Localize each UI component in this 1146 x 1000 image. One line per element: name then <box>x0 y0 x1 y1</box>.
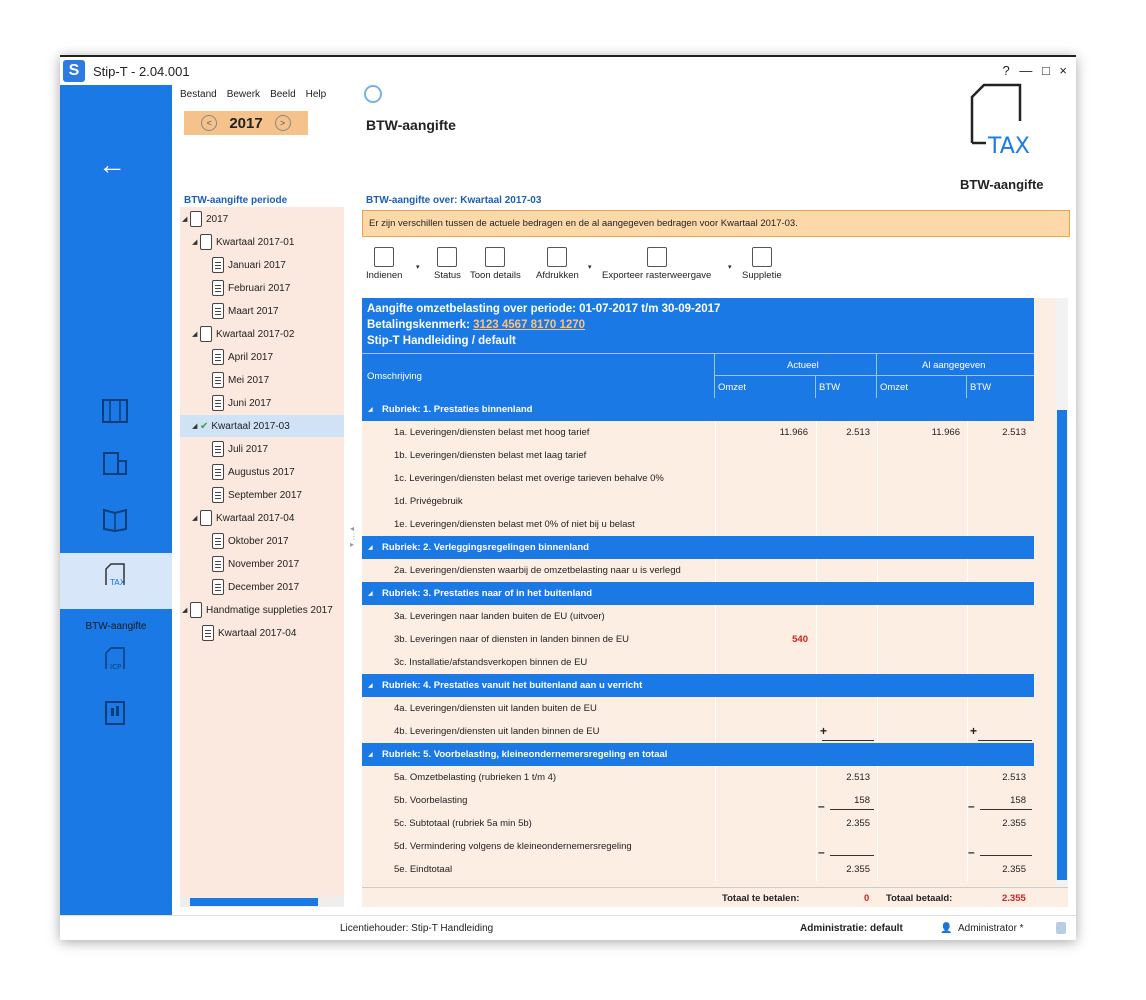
grid-divider <box>362 353 1034 354</box>
grid-divider <box>967 559 968 582</box>
row-label: 3a. Leveringen naar landen buiten de EU (uitvoer) <box>394 611 605 622</box>
document-icon <box>212 579 224 595</box>
tree-horizontal-scrollbar[interactable] <box>180 897 344 907</box>
tree-item-month[interactable] <box>212 369 269 391</box>
exporteer-dropdown-icon[interactable]: ▾ <box>728 264 732 271</box>
grid-divider <box>816 697 817 720</box>
cell-g-btw: 2.355 <box>1002 864 1026 875</box>
table-row[interactable] <box>362 444 1034 467</box>
year-next-button[interactable]: > <box>275 115 291 131</box>
menu-bestand[interactable]: Bestand <box>180 89 217 100</box>
tree-label: Augustus 2017 <box>228 466 295 478</box>
page-title: BTW-aangifte <box>366 117 456 133</box>
tax-logo-text: TAX <box>988 134 1030 159</box>
grid-divider <box>816 421 817 444</box>
window-controls[interactable]: ? — □ × <box>1002 63 1070 78</box>
afdrukken-dropdown-icon[interactable]: ▾ <box>588 264 592 271</box>
grid-divider <box>816 605 817 628</box>
administratie-text: Administratie: default <box>800 922 903 934</box>
sum-underline <box>830 809 874 810</box>
tree-item-month[interactable] <box>212 461 295 483</box>
tree-label: Maart 2017 <box>228 305 279 317</box>
grid-divider <box>877 490 878 513</box>
category-row[interactable] <box>362 582 1034 605</box>
row-label: 1e. Leveringen/diensten belast met 0% of niet bij u belast <box>394 519 635 530</box>
sum-underline <box>978 740 1032 741</box>
sum-underline <box>822 740 874 741</box>
tree-label: Kwartaal 2017-02 <box>216 328 295 340</box>
calculator-icon[interactable] <box>100 397 130 425</box>
plus-sign: + <box>970 724 978 738</box>
grid-divider <box>715 835 716 858</box>
grid-period-title: Aangifte omzetbelasting over periode: 01-07-2017 t/m 30-09-2017 <box>367 303 721 315</box>
plus-sign: + <box>820 724 828 738</box>
row-label: 1d. Privégebruik <box>394 496 463 507</box>
collapse-caret-icon[interactable]: ◢ <box>368 683 373 689</box>
table-row[interactable] <box>362 789 1034 812</box>
tax-document-icon <box>100 561 130 589</box>
grid-divider <box>877 812 878 835</box>
checkmark-icon: ✔ <box>200 420 209 432</box>
category-row[interactable] <box>362 743 1034 766</box>
menu-beeld[interactable]: Beeld <box>270 89 296 100</box>
grid-divider <box>877 421 878 444</box>
grid-divider <box>877 628 878 651</box>
row-label: 1c. Leveringen/diensten belast met overige tarieven behalve 0% <box>394 473 664 484</box>
grid-divider <box>877 467 878 490</box>
grid-divider <box>714 353 715 398</box>
document-icon <box>212 349 224 365</box>
tree-label: Kwartaal 2017-01 <box>216 236 295 248</box>
titlebar <box>60 55 1076 85</box>
grid-divider <box>816 628 817 651</box>
folder-icon <box>200 234 212 250</box>
cell-g-btw: 158 <box>1010 795 1026 806</box>
col-aangegeven-btw: BTW <box>970 382 992 393</box>
table-row[interactable] <box>362 467 1034 490</box>
document-icon <box>212 533 224 549</box>
col-actueel: Actueel <box>787 360 819 371</box>
tree-label: November 2017 <box>228 558 300 570</box>
grid-divider <box>877 720 878 743</box>
totals-bar <box>362 887 1068 907</box>
tree-label: Juli 2017 <box>228 443 269 455</box>
grid-divider <box>816 766 817 789</box>
row-label: 3b. Leveringen naar of diensten in landen binnen de EU <box>394 634 630 645</box>
folder-icon <box>200 510 212 526</box>
grid-divider <box>967 490 968 513</box>
row-label: 1a. Leveringen/diensten belast met hoog tarief <box>394 427 590 438</box>
panel-splitter[interactable]: ◂ ⋮ ▸ <box>350 524 358 549</box>
cell-g-btw: 2.513 <box>1002 772 1026 783</box>
cell-g-omzet: 11.966 <box>931 427 960 438</box>
grid-divider <box>715 490 716 513</box>
grid-divider <box>967 421 968 444</box>
document-icon <box>202 625 214 641</box>
table-row[interactable] <box>362 605 1034 628</box>
table-row[interactable] <box>362 858 1034 881</box>
table-row[interactable] <box>362 835 1034 858</box>
tax-logo-icon <box>958 81 1044 161</box>
suppletie-label: Suppletie <box>742 270 782 281</box>
grid-divider <box>714 375 1034 376</box>
cell-g-btw: 2.355 <box>1002 818 1026 829</box>
sum-underline <box>830 855 874 856</box>
row-label: 1b. Leveringen/diensten belast met laag tarief <box>394 450 587 461</box>
row-label: 5b. Voorbelasting <box>394 795 468 806</box>
folder-icon <box>190 602 202 618</box>
grid-divider <box>715 559 716 582</box>
statusbar <box>60 915 1076 940</box>
licentiehouder-text: Licentiehouder: Stip-T Handleiding <box>340 922 494 934</box>
table-row[interactable] <box>362 559 1034 582</box>
tree-item-suppletie-quarter[interactable] <box>202 622 296 644</box>
tree-item-month[interactable] <box>212 254 286 276</box>
grid-divider <box>877 605 878 628</box>
tree-label: Februari 2017 <box>228 282 291 294</box>
category-row[interactable] <box>362 398 1034 421</box>
row-label: 5a. Omzetbelasting (rubrieken 1 t/m 4) <box>394 772 557 783</box>
row-label: Rubriek: 5. Voorbelasting, kleineondernemersregeling en totaal <box>382 749 668 760</box>
tree-label: 2017 <box>206 213 229 225</box>
tax-submit-icon <box>374 247 394 267</box>
back-arrow-icon[interactable]: ← <box>98 149 126 180</box>
col-omschrijving: Omschrijving <box>367 371 422 382</box>
grid-divider <box>816 651 817 674</box>
category-row[interactable] <box>362 536 1034 559</box>
grid-divider <box>877 789 878 812</box>
grid-divider <box>816 444 817 467</box>
grid-divider <box>967 605 968 628</box>
col-actueel-btw: BTW <box>819 382 841 393</box>
table-row[interactable] <box>362 697 1034 720</box>
table-row[interactable] <box>362 490 1034 513</box>
cell-a-omzet: 540 <box>792 634 808 645</box>
collapse-caret-icon[interactable]: ◢ <box>368 407 373 413</box>
grid-betalingskenmerk <box>367 319 585 331</box>
exporteer-label: Exporteer rasterweergave <box>602 270 712 281</box>
document-icon <box>212 441 224 457</box>
grid-administration: Stip-T Handleiding / default <box>367 335 516 347</box>
toon-details-label: Toon details <box>470 270 521 281</box>
tree-label: Handmatige suppleties 2017 <box>206 604 333 616</box>
menu-help[interactable]: Help <box>305 89 327 100</box>
afdrukken-label: Afdrukken <box>536 270 579 281</box>
collapse-caret-icon[interactable]: ◢ <box>368 752 373 758</box>
tax-info-icon <box>437 247 457 267</box>
folder-icon <box>190 211 202 227</box>
tree-item-quarter[interactable]: ◢ Kwartaal 2017-02 <box>192 323 294 345</box>
grid-divider <box>967 444 968 467</box>
grid-divider <box>715 421 716 444</box>
menu-bewerk[interactable]: Bewerk <box>226 89 261 100</box>
row-label: 3c. Installatie/afstandsverkopen binnen de EU <box>394 657 588 668</box>
grid-divider <box>816 513 817 536</box>
row-label: 2a. Leveringen/diensten waarbij de omzetbelasting naar u is verlegd <box>394 565 681 576</box>
toon-details-button[interactable] <box>470 247 521 281</box>
tree-header: BTW-aangifte periode <box>184 195 288 206</box>
printer-icon <box>547 247 567 267</box>
grid-scroll-thumb[interactable] <box>1057 410 1067 880</box>
minus-sign: – <box>818 845 825 859</box>
year-prev-button[interactable]: < <box>201 115 217 131</box>
minus-sign: – <box>818 799 825 813</box>
table-row[interactable] <box>362 513 1034 536</box>
collapse-caret-icon[interactable]: ◢ <box>368 545 373 551</box>
cell-a-btw: 2.355 <box>846 818 870 829</box>
warning-banner: Er zijn verschillen tussen de actuele bedragen en de al aangegeven bedragen voor Kwartaal 2017-03. <box>362 210 1070 237</box>
cell-a-omzet: 11.966 <box>779 427 808 438</box>
cell-a-btw: 2.513 <box>846 772 870 783</box>
table-row[interactable] <box>362 766 1034 789</box>
minus-sign: – <box>968 845 975 859</box>
grid-vertical-scrollbar[interactable] <box>1056 298 1068 887</box>
grid-divider <box>816 559 817 582</box>
row-label: Rubriek: 2. Verleggingsregelingen binnenland <box>382 542 589 553</box>
afdrukken-button[interactable] <box>536 247 579 281</box>
row-label: 5d. Vermindering volgens de kleineondernemersregeling <box>394 841 632 852</box>
grid-divider <box>715 858 716 881</box>
suppletie-button[interactable] <box>742 247 782 281</box>
tree-item-year[interactable]: ◢ 2017 <box>182 208 228 230</box>
book-icon[interactable] <box>100 505 130 533</box>
table-row[interactable] <box>362 720 1034 743</box>
grid-divider <box>876 353 877 398</box>
category-row[interactable] <box>362 674 1034 697</box>
tree-item-month[interactable] <box>212 392 271 414</box>
tree-label: Juni 2017 <box>228 397 272 409</box>
year-selector <box>184 111 308 135</box>
grid-divider <box>877 444 878 467</box>
grid-divider <box>877 651 878 674</box>
tree-label: September 2017 <box>228 489 302 501</box>
row-label: Rubriek: 1. Prestaties binnenland <box>382 404 533 415</box>
grid-divider <box>816 812 817 835</box>
indienen-dropdown-icon[interactable]: ▾ <box>416 264 420 271</box>
tree-item-suppleties[interactable]: ◢ Handmatige suppleties 2017 <box>182 599 333 621</box>
totaal-betaald-label: Totaal betaald: <box>886 893 953 904</box>
building-icon[interactable] <box>100 449 130 477</box>
tree-item-quarter[interactable]: ◢ Kwartaal 2017-01 <box>192 231 294 253</box>
grid-divider <box>816 467 817 490</box>
table-row[interactable] <box>362 651 1034 674</box>
row-label: 5c. Subtotaal (rubriek 5a min 5b) <box>394 818 532 829</box>
grid-divider <box>877 513 878 536</box>
document-icon <box>212 257 224 273</box>
cell-a-btw: 2.355 <box>846 864 870 875</box>
tree-label: Kwartaal 2017-03 <box>211 420 290 432</box>
grid-header <box>362 298 1034 398</box>
tree-label: Januari 2017 <box>228 259 286 271</box>
grid-divider <box>715 697 716 720</box>
grid-divider <box>816 720 817 743</box>
user-avatar-icon: 👤 <box>940 922 953 934</box>
tree-item-month[interactable] <box>212 576 299 598</box>
btw-grid <box>362 298 1068 904</box>
row-label: 5e. Eindtotaal <box>394 864 453 875</box>
document-icon <box>212 556 224 572</box>
grid-export-icon <box>647 247 667 267</box>
col-al-aangegeven: Al aangegeven <box>922 360 986 371</box>
document-icon <box>212 372 224 388</box>
grid-divider <box>715 513 716 536</box>
grid-divider <box>967 697 968 720</box>
year-value: 2017 <box>229 114 263 132</box>
content-header: BTW-aangifte over: Kwartaal 2017-03 <box>366 195 542 206</box>
table-icon <box>485 247 505 267</box>
grid-divider <box>967 766 968 789</box>
grid-divider <box>877 697 878 720</box>
grid-divider <box>715 766 716 789</box>
tree-item-month[interactable] <box>212 553 299 575</box>
cell-g-btw: 2.513 <box>1002 427 1026 438</box>
betalingskenmerk-label: Betalingskenmerk: <box>367 319 474 331</box>
grid-divider <box>967 720 968 743</box>
cell-a-btw: 2.513 <box>846 427 870 438</box>
grid-divider <box>877 835 878 858</box>
tree-label: Kwartaal 2017-04 <box>216 512 295 524</box>
grid-divider <box>967 513 968 536</box>
menubar <box>180 89 326 100</box>
tree-label: Oktober 2017 <box>228 535 289 547</box>
tree-label: Kwartaal 2017-04 <box>218 627 297 639</box>
grid-divider <box>715 812 716 835</box>
grid-divider <box>967 651 968 674</box>
totaal-te-betalen-value: 0 <box>864 893 870 904</box>
tree-label: Mei 2017 <box>228 374 270 386</box>
grid-divider <box>715 605 716 628</box>
grid-divider <box>715 467 716 490</box>
grid-divider <box>816 490 817 513</box>
grid-divider <box>816 789 817 812</box>
sum-underline <box>980 809 1032 810</box>
status-button[interactable] <box>434 247 461 281</box>
sidebar-item-btw-aangifte[interactable] <box>60 553 172 609</box>
grid-divider <box>967 858 968 881</box>
indienen-button[interactable] <box>366 247 402 281</box>
table-row[interactable] <box>362 421 1034 444</box>
table-row[interactable] <box>362 812 1034 835</box>
folder-icon <box>200 326 212 342</box>
grid-divider <box>816 858 817 881</box>
grid-divider <box>966 375 967 398</box>
grid-divider <box>715 651 716 674</box>
tree-item-month[interactable] <box>212 300 279 322</box>
grid-divider <box>967 812 968 835</box>
exporteer-button[interactable] <box>602 247 711 281</box>
tree-item-month[interactable] <box>212 530 289 552</box>
grid-divider <box>816 835 817 858</box>
totaal-betaald-value: 2.355 <box>1002 893 1026 904</box>
cell-a-btw: 158 <box>854 795 870 806</box>
grid-divider <box>815 375 816 398</box>
document-icon <box>212 303 224 319</box>
tree-item-month[interactable] <box>212 346 273 368</box>
grid-divider <box>877 766 878 789</box>
minus-sign: – <box>968 799 975 813</box>
user-name[interactable]: Administrator * <box>958 922 1024 934</box>
col-actueel-omzet: Omzet <box>718 382 746 393</box>
app-title: Stip-T - 2.04.001 <box>93 63 190 79</box>
period-tree <box>180 207 344 907</box>
sum-underline <box>980 855 1032 856</box>
grid-divider <box>967 467 968 490</box>
add-document-icon <box>752 247 772 267</box>
sidebar <box>60 85 172 915</box>
status-label: Status <box>434 270 461 281</box>
row-label: Rubriek: 4. Prestaties vanuit het buitenland aan u verricht <box>382 680 643 691</box>
tree-scroll-thumb[interactable] <box>190 898 318 906</box>
grid-divider <box>715 444 716 467</box>
tree-item-month[interactable] <box>212 484 302 506</box>
document-icon <box>212 487 224 503</box>
document-icon <box>212 464 224 480</box>
icp-icon-text: ICP <box>110 663 122 671</box>
target-icon[interactable] <box>364 85 382 103</box>
tree-label: December 2017 <box>228 581 300 593</box>
document-icon <box>212 280 224 296</box>
document-icon <box>212 395 224 411</box>
tree-item-quarter[interactable]: ◢ Kwartaal 2017-04 <box>192 507 294 529</box>
indienen-label: Indienen <box>366 270 403 281</box>
tree-item-month[interactable] <box>212 277 290 299</box>
grid-divider <box>877 559 878 582</box>
totaal-te-betalen-label: Totaal te betalen: <box>722 893 800 904</box>
report-icon[interactable] <box>100 699 130 727</box>
grid-divider <box>715 628 716 651</box>
tax-icon-text: TAX <box>110 578 126 587</box>
app-window <box>60 55 1076 940</box>
collapse-caret-icon[interactable]: ◢ <box>368 591 373 597</box>
row-label: 4a. Leveringen/diensten uit landen buiten de EU <box>394 703 597 714</box>
tree-label: April 2017 <box>228 351 274 363</box>
app-logo: S <box>63 60 85 82</box>
grid-divider <box>877 858 878 881</box>
database-icon <box>1056 922 1066 934</box>
tax-logo-label: BTW-aangifte <box>960 177 1044 192</box>
grid-divider <box>715 789 716 812</box>
grid-divider <box>967 628 968 651</box>
tree-item-month[interactable] <box>212 438 268 460</box>
toolbar <box>366 247 1066 287</box>
row-label: Rubriek: 3. Prestaties naar of in het buitenland <box>382 588 593 599</box>
col-aangegeven-omzet: Omzet <box>880 382 908 393</box>
tree-item-quarter-selected[interactable]: ◢ ✔ Kwartaal 2017-03 <box>180 415 344 437</box>
icp-document-icon[interactable] <box>100 645 130 673</box>
sidebar-active-label: BTW-aangifte <box>85 621 147 632</box>
betalingskenmerk-link[interactable]: 3123 4567 8170 1270 <box>473 319 586 331</box>
row-label: 4b. Leveringen/diensten uit landen binnen de EU <box>394 726 600 737</box>
table-row[interactable] <box>362 628 1034 651</box>
grid-divider <box>715 720 716 743</box>
